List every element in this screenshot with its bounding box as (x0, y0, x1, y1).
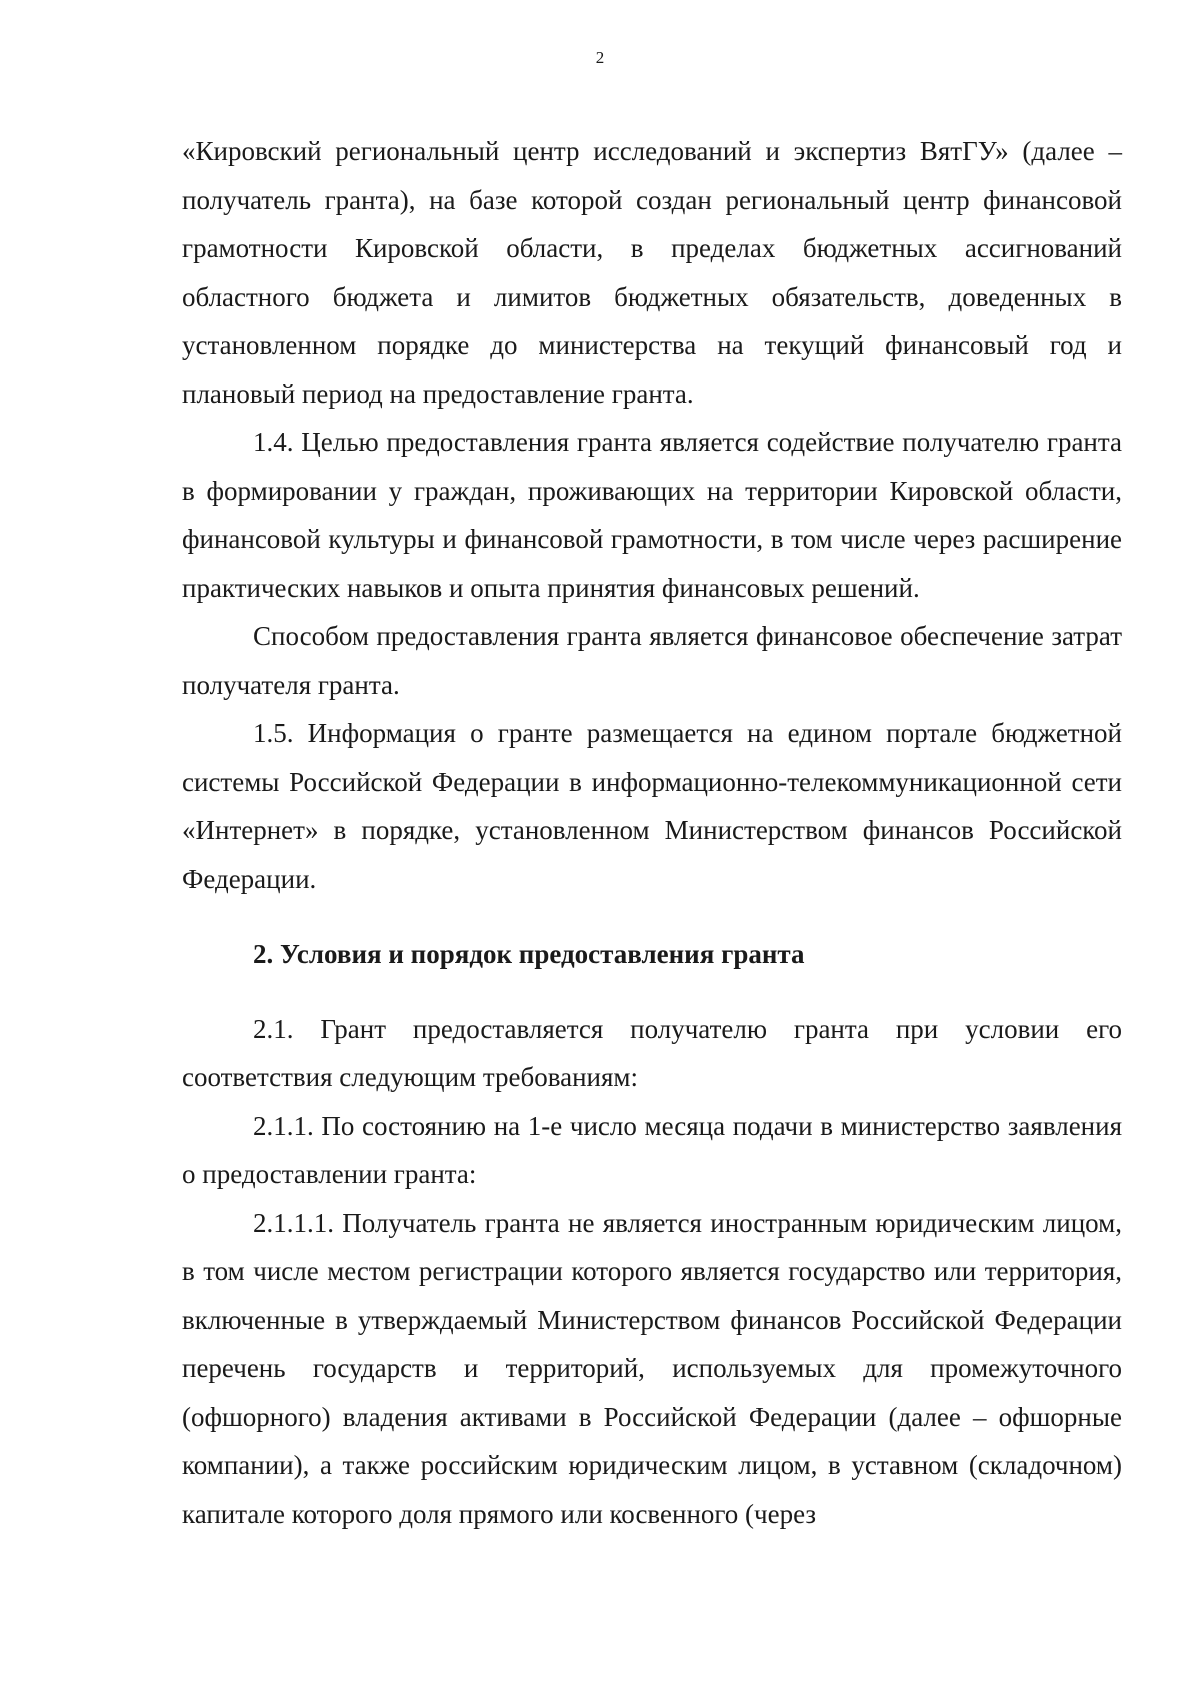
section-heading-2: 2. Условия и порядок предоставления гранта (253, 939, 805, 969)
paragraph-recipient-description: «Кировский региональный центр исследований и экспертиз ВятГУ» (далее – получатель гранта), на базе которой создан региональный центр финансовой грамотности Кировской области, в пределах бюджетных ассигнований областного бюджета и лимитов бюджетных обязательств, доведенных в установленном порядке до министерства на текущий финансовый год и плановый период на предоставление гранта. (182, 136, 1122, 409)
document-body (182, 127, 1122, 1538)
page-number: 2 (595, 48, 605, 67)
paragraph-2-1-conditions: 2.1. Грант предоставляется получателю гранта при условии его соответствия следующим требованиям: (182, 1013, 1122, 1092)
paragraph-1-5-grant-information: 1.5. Информация о гранте размещается на едином портале бюджетной системы Российской Федерации в информационно-телекоммуникационной сети «Интернет» в порядке, установленном Министерством финансов Российской Федерации. (182, 718, 1122, 894)
paragraph-2-1-1-status-date: 2.1.1. По состоянию на 1-е число месяца подачи в министерство заявления о предоставлении гранта: (182, 1110, 1122, 1189)
paragraph-2-1-1-1-not-foreign-entity: 2.1.1.1. Получатель гранта не является иностранным юридическим лицом, в том числе местом регистрации которого является государство или территория, включенные в утверждаемый Министерством финансов Российской Федерации перечень государств и территорий, используемых для промежуточного (офшорного) владения активами в Российской Федерации (далее – офшорные компании), а также российским юридическим лицом, в уставном (складочном) капитале которого доля прямого или косвенного (через (182, 1207, 1122, 1529)
paragraph-1-4-grant-purpose: 1.4. Целью предоставления гранта является содействие получателю гранта в формировании у граждан, проживающих на территории Кировской области, финансовой культуры и финансовой грамотности, в том числе через расширение практических навыков и опыта принятия финансовых решений. (182, 427, 1122, 603)
paragraph-grant-method: Способом предоставления гранта является финансовое обеспечение затрат получателя гранта. (182, 621, 1122, 700)
